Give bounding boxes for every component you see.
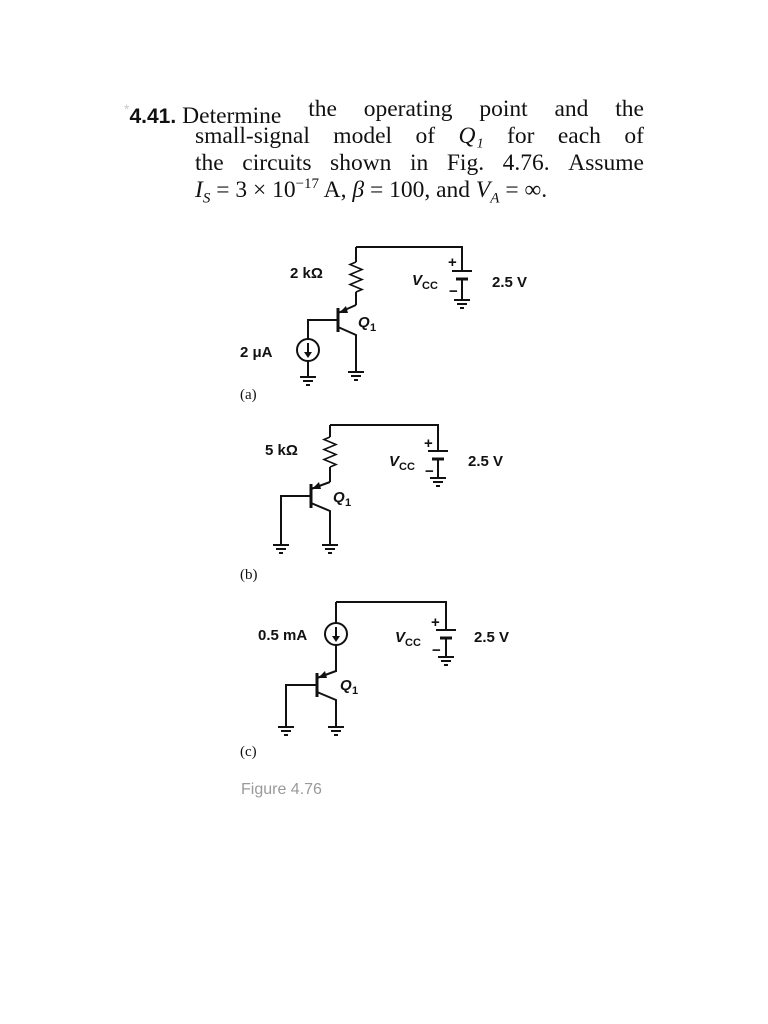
circuit-label: (c)	[240, 744, 257, 760]
minus-sign: −	[449, 283, 458, 300]
svg-text:1: 1	[370, 322, 377, 334]
plus-sign: +	[424, 435, 433, 452]
circuit-a	[240, 247, 527, 403]
figure-caption: Figure 4.76	[241, 781, 322, 798]
starred-marker: *	[124, 101, 130, 117]
word: point	[479, 96, 528, 122]
svg-text:CC: CC	[399, 461, 415, 473]
word: and	[554, 96, 589, 122]
svg-text:Q: Q	[333, 489, 345, 506]
word: of	[624, 123, 644, 149]
supply-value: 2.5 V	[492, 274, 528, 291]
word: operating	[363, 96, 453, 122]
current-source-value: 0.5 mA	[258, 627, 308, 644]
svg-text:Q: Q	[358, 314, 370, 331]
resistor-value: 2 kΩ	[290, 265, 323, 282]
word: 4.76.	[502, 150, 550, 176]
circuit-c	[240, 602, 509, 760]
word: model	[333, 123, 393, 149]
circuit-label: (a)	[240, 387, 257, 403]
circuit-b	[240, 425, 503, 583]
svg-text:CC: CC	[405, 637, 421, 649]
svg-text:V: V	[412, 272, 423, 289]
word: each	[557, 123, 601, 149]
source-value: 2 μA	[240, 344, 273, 361]
word: shown	[330, 150, 392, 176]
supply-value: 2.5 V	[468, 453, 504, 470]
word: Determine	[182, 103, 282, 129]
word: the	[195, 150, 224, 176]
word: the	[615, 96, 644, 122]
word: of	[415, 123, 436, 149]
minus-sign: −	[425, 463, 434, 480]
problem-number: 4.41.	[129, 105, 177, 128]
supply-value: 2.5 V	[474, 629, 510, 646]
word: circuits	[242, 150, 312, 176]
circuit-label: (b)	[240, 567, 258, 583]
word: the	[308, 96, 337, 122]
problem-line-4: $I_S = 3 \times 10^{-17}$ A, β = 100, and $V_A$ = ∞.	[195, 176, 548, 207]
word: in	[410, 150, 429, 176]
svg-text:Q: Q	[340, 677, 352, 694]
svg-text:CC: CC	[422, 280, 438, 292]
word: Fig.	[446, 150, 485, 176]
svg-text:1: 1	[345, 497, 352, 509]
svg-text:V: V	[395, 629, 406, 646]
svg-text:1: 1	[352, 685, 359, 697]
minus-sign: −	[432, 642, 441, 659]
svg-text:V: V	[389, 453, 400, 470]
word: for	[507, 123, 535, 149]
word: small-signal	[195, 123, 310, 149]
word: Assume	[568, 150, 644, 176]
word: Q₁	[458, 123, 484, 149]
plus-sign: +	[448, 254, 457, 271]
plus-sign: +	[431, 614, 440, 631]
resistor-value: 5 kΩ	[265, 442, 298, 459]
